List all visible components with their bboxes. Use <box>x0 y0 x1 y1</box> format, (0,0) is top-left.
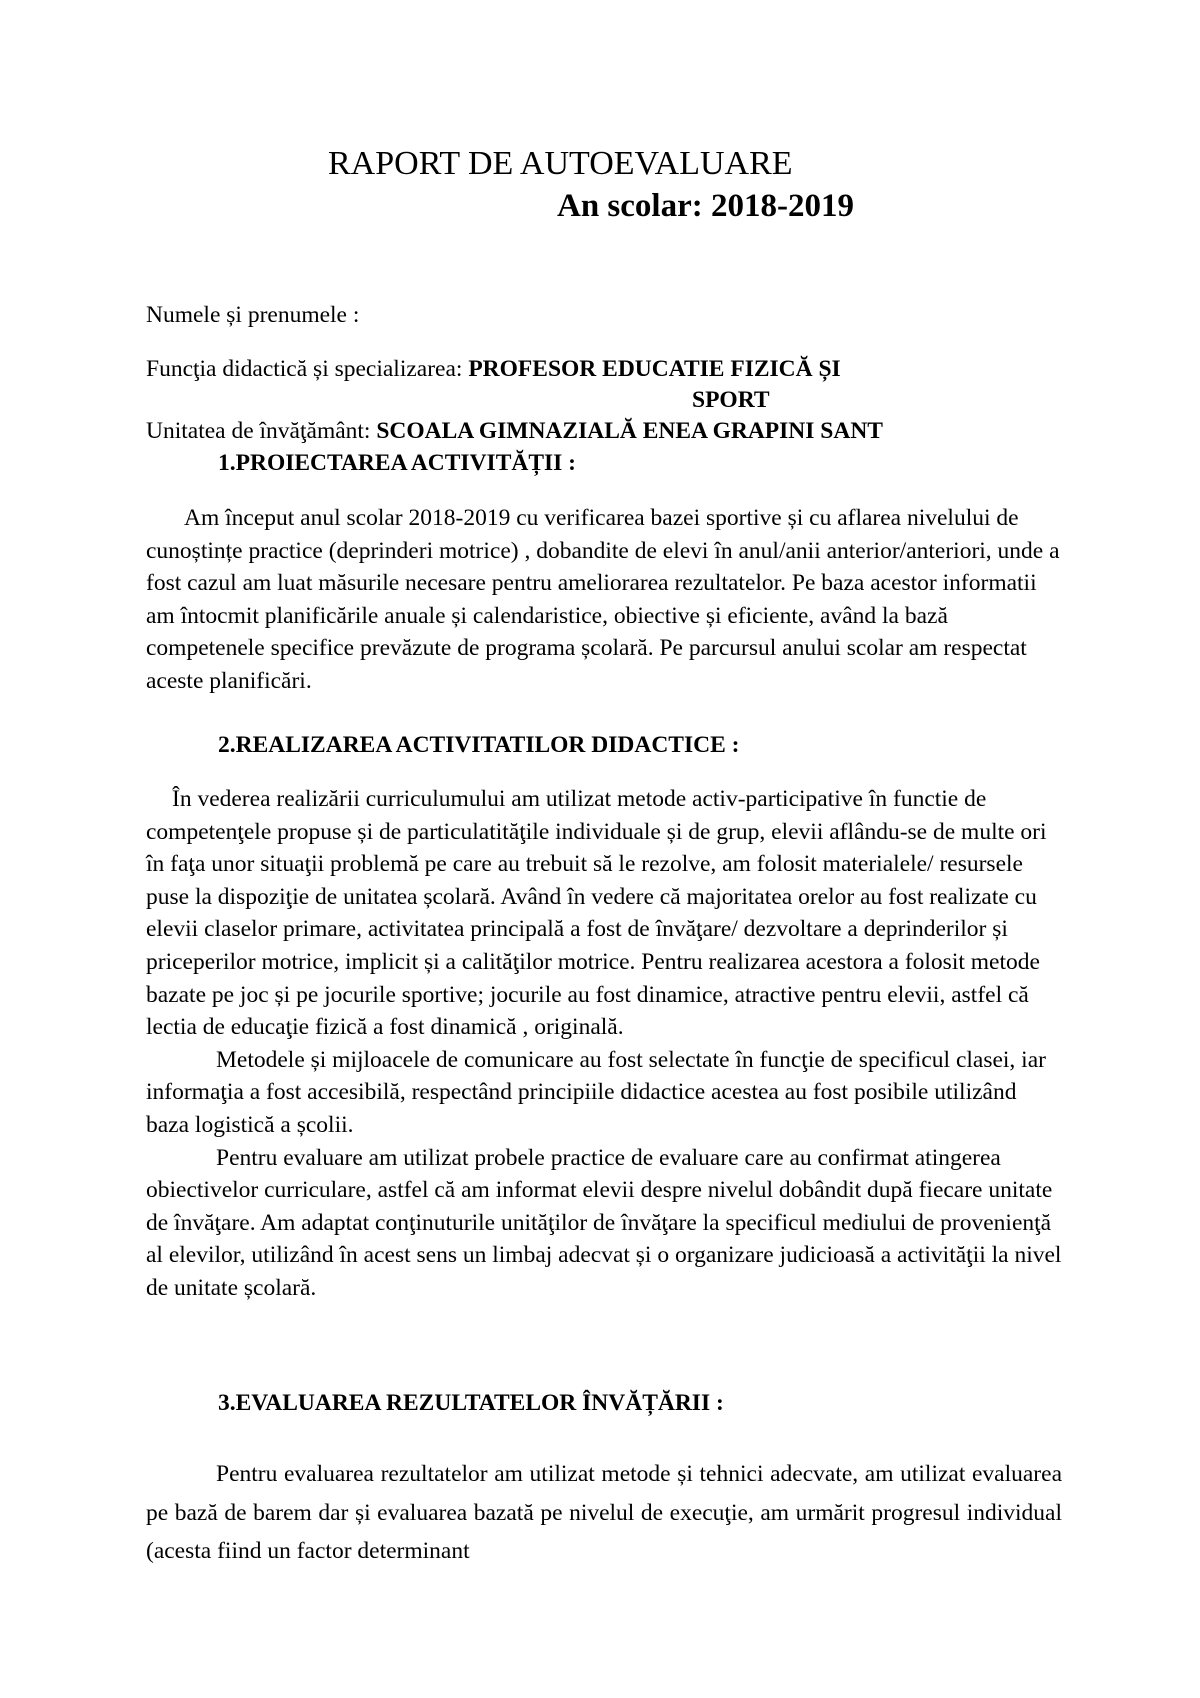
section2-paragraph-1: În vederea realizării curriculumului am utilizat metode activ-participative în functie de competenţele propuse și de particulatităţile individuale și de grup, elevii aflându-se de multe ori în faţa unor situaţii problemă pe care au trebuit să le rezolve, am folosit materialele/ resursele puse la dispoziţie de unitatea școlară. Având în vedere că majoritatea orelor au fost realizate cu elevii claselor primare, activitatea principală a fost de învăţare/ dezvoltare a deprinderilor și priceperilor motrice, implicit și a calităţilor motrice. Pentru realizarea acestora a folosit metode bazate pe joc și pe jocurile sportive; jocurile au fost dinamice, atractive pentru elevii, astfel că lectia de educaţie fizică a fost dinamică , originală. <box>146 786 1047 1041</box>
section2-heading: 2.REALIZAREA ACTIVITATILOR DIDACTICE : <box>218 732 740 758</box>
document-title: RAPORT DE AUTOEVALUARE <box>328 145 793 182</box>
section1-heading: 1.PROIECTAREA ACTIVITĂȚII : <box>218 450 577 476</box>
name-label: Numele și prenumele : <box>146 302 360 328</box>
function-label: Funcţia didactică și specializarea: <box>146 356 463 382</box>
function-value: PROFESOR EDUCATIE FIZICĂ ȘI <box>468 356 841 382</box>
unit-value: SCOALA GIMNAZIALĂ ENEA GRAPINI SANT <box>376 418 883 444</box>
section2-body <box>146 783 1062 1305</box>
section2-paragraph-2: Metodele și mijloacele de comunicare au fost selectate în funcţie de specificul clasei, iar informaţia a fost accesibilă, respectând principiile didactice acestea au fost posibile utilizând baza logistică a școlii. <box>146 1046 1046 1138</box>
school-year: An scolar: 2018-2019 <box>557 188 854 224</box>
section3-paragraph: Pentru evaluarea rezultatelor am utilizat metode și tehnici adecvate, am utilizat evaluarea pe bază de barem dar și evaluarea bazată pe nivelul de execuţie, am urmărit progresul individual (acesta fiind un factor determinant <box>146 1461 1062 1564</box>
unit-label: Unitatea de învăţământ: <box>146 418 371 444</box>
section1-paragraph: Am început anul scolar 2018-2019 cu verificarea bazei sportive și cu aflarea nivelului de cunoștințe practice (deprinderi motrice) , dobandite de elevi în anul/anii anterior/anteriori, unde a fost cazul am luat măsurile necesare pentru ameliorarea rezultatelor. Pe baza acestor informatii am întocmit planificările anuale și calendaristice, obiective și eficiente, având la bază competenele specifice prevăzute de programa școlară. Pe parcursul anului scolar am respectat aceste planificări. <box>146 505 1060 694</box>
section1-body <box>146 502 1062 698</box>
function-line <box>146 354 841 384</box>
section2-paragraph-3: Pentru evaluare am utilizat probele practice de evaluare care au confirmat atingerea obiectivelor curriculare, astfel că am informat elevii despre nivelul dobândit după fiecare unitate de învăţare. Am adaptat conţinuturile unităţilor de învăţare la specificul mediului de provenienţă al elevilor, utilizând în acest sens un limbaj adecvat și o organizare judicioasă a activităţii la nivel de unitate școlară. <box>146 1144 1062 1301</box>
section3-body <box>146 1455 1062 1571</box>
section3-heading: 3.EVALUAREA REZULTATELOR ÎNVĂȚĂRII : <box>218 1390 724 1416</box>
unit-line <box>146 416 883 446</box>
function-value-cont: SPORT <box>692 387 770 413</box>
